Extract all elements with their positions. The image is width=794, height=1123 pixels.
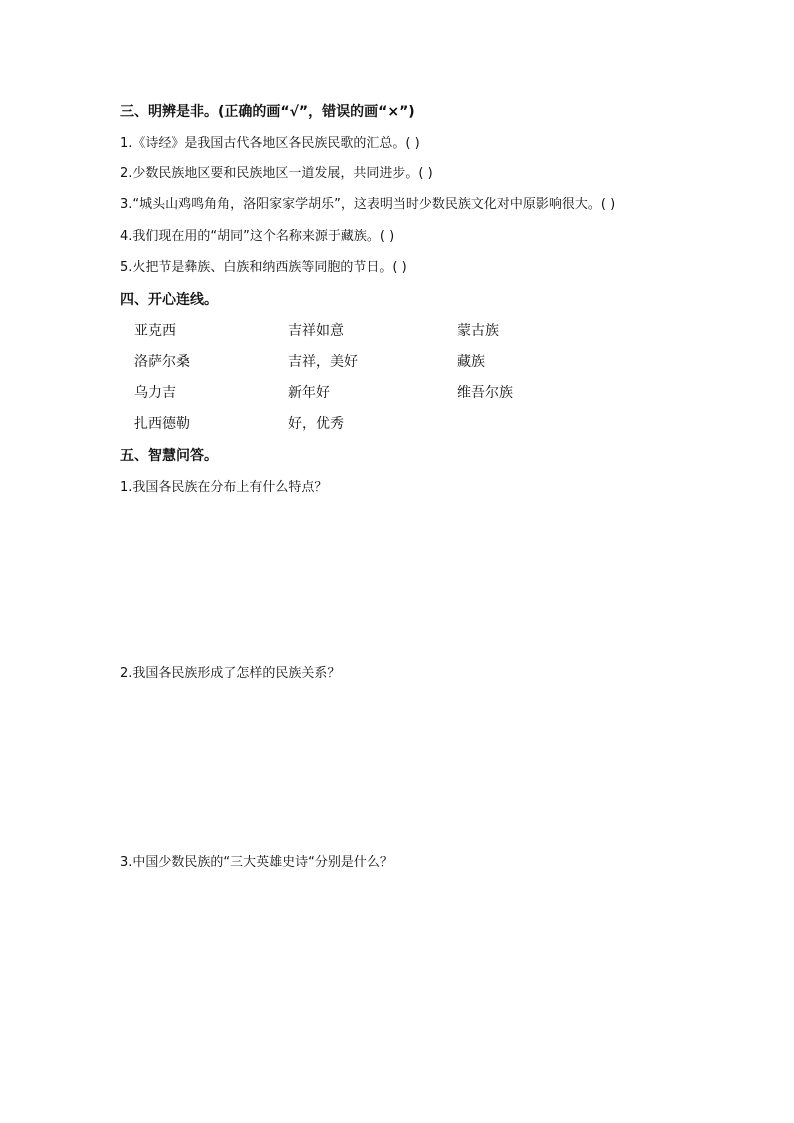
section3-item-4: 4.我们现在用的“胡同”这个名称来源于藏族。( )	[120, 229, 395, 244]
question-1: 1.我国各民族在分布上有什么特点？	[120, 480, 328, 495]
section3-item-1: 1.《诗经》是我国古代各地区各民族民歌的汇总。( )	[120, 136, 420, 151]
match-right-3: 维吾尔族	[457, 385, 513, 401]
question-2: 2.我国各民族形成了怎样的民族关系？	[120, 666, 341, 681]
match-middle-3: 新年好	[288, 385, 330, 401]
match-left-3: 乌力吉	[134, 385, 176, 401]
section5-title: 五、智慧问答。	[120, 448, 218, 464]
match-middle-1: 吉祥如意	[288, 323, 344, 339]
section4-title: 四、开心连线。	[120, 292, 218, 308]
match-left-2: 洛萨尔桑	[134, 354, 190, 370]
match-left-4: 扎西德勒	[134, 416, 190, 432]
match-right-2: 藏族	[457, 354, 485, 370]
question-3: 3.中国少数民族的“三大英雄史诗“分别是什么？	[120, 855, 393, 870]
match-middle-4: 好，优秀	[288, 416, 344, 432]
match-right-1: 蒙古族	[457, 323, 499, 339]
section3-item-3: 3.“城头山鸡鸣角角，洛阳家家学胡乐”，这表明当时少数民族文化对中原影响很大。( )	[120, 197, 616, 212]
section3-item-5: 5.火把节是彝族、白族和纳西族等同胞的节日。( )	[120, 260, 407, 275]
match-middle-2: 吉祥，美好	[288, 354, 358, 370]
match-left-1: 亚克西	[134, 323, 176, 339]
section3-item-2: 2.少数民族地区要和民族地区一道发展，共同进步。( )	[120, 166, 433, 181]
section3-title: 三、明辨是非。(正确的画“√”，错误的画“×”)	[120, 104, 415, 120]
